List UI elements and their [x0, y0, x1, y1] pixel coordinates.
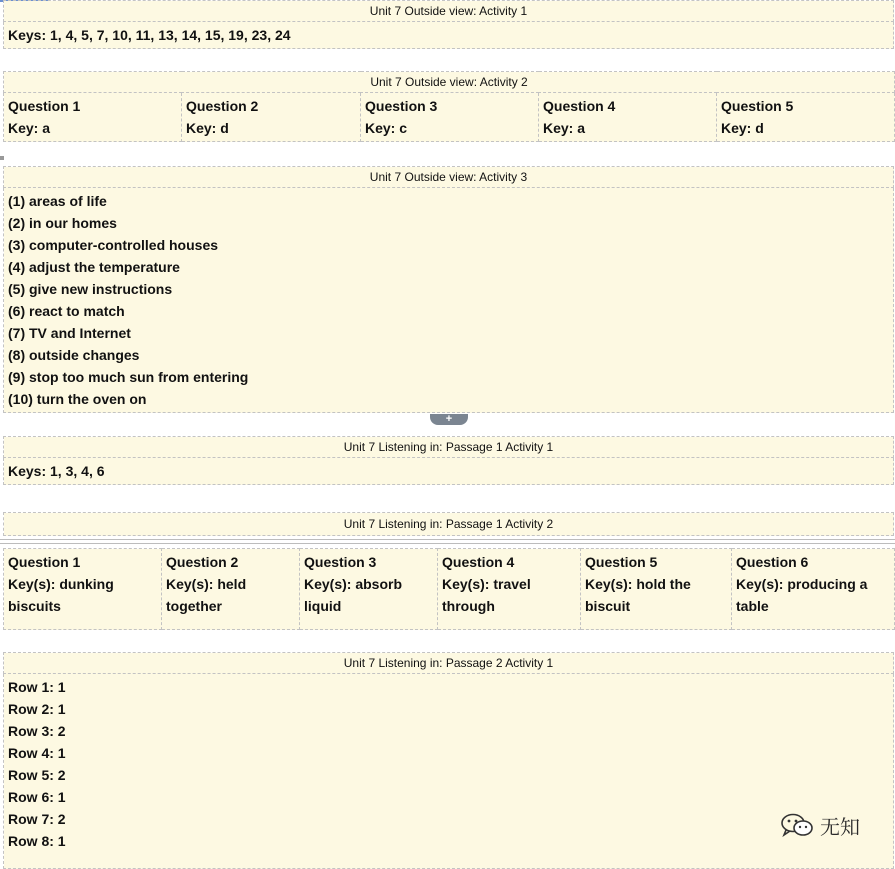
question-label: Question 6: [736, 554, 809, 570]
question-label: Question 4: [442, 554, 515, 570]
answer-line: (10) turn the oven on: [8, 391, 147, 407]
answer-keys: Keys: 1, 3, 4, 6: [4, 458, 894, 485]
answer-line: (2) in our homes: [8, 215, 117, 231]
row-answers: [4, 674, 894, 869]
question-cell: [4, 93, 182, 142]
question-label: Question 4: [543, 98, 616, 114]
answer-keys: Keys: 1, 4, 5, 7, 10, 11, 13, 14, 15, 19, 23, 24: [4, 22, 894, 49]
question-label: Question 5: [721, 98, 794, 114]
answer-line: (6) react to match: [8, 303, 125, 319]
question-cell: [539, 93, 717, 142]
table-listening-passage-1-activity-2: [3, 548, 895, 630]
question-cell: [717, 93, 895, 142]
answer-line: (7) TV and Internet: [8, 325, 131, 341]
answer-line: (8) outside changes: [8, 347, 140, 363]
question-key: Key: a: [8, 120, 51, 136]
table-listening-passage-1-activity-1: [3, 436, 894, 485]
question-label: Question 3: [304, 554, 377, 570]
question-label: Question 1: [8, 98, 81, 114]
table-listening-passage-1-activity-2-title: [3, 512, 894, 536]
question-key: Key(s): hold the biscuit: [585, 576, 691, 614]
question-label: Question 2: [166, 554, 239, 570]
question-cell: [4, 549, 162, 630]
section-title: Unit 7 Listening in: Passage 1 Activity 1: [4, 437, 894, 458]
question-cell: [300, 549, 438, 630]
section-title: Unit 7 Outside view: Activity 2: [4, 72, 895, 93]
row-answer: Row 3: 2: [8, 723, 66, 739]
answer-list: [4, 188, 894, 413]
question-label: Question 1: [8, 554, 81, 570]
question-key: Key(s): dunking biscuits: [8, 576, 114, 614]
section-title: Unit 7 Listening in: Passage 1 Activity 2: [4, 513, 894, 536]
row-answer: Row 5: 2: [8, 767, 66, 783]
watermark: [780, 812, 860, 838]
question-cell: [162, 549, 300, 630]
divider: [0, 543, 895, 544]
question-key: Key: c: [365, 120, 408, 136]
table-outside-view-activity-1: [3, 0, 894, 49]
question-cell: [361, 93, 539, 142]
table-handle-icon[interactable]: [0, 156, 4, 160]
table-listening-passage-2-activity-1: [3, 652, 894, 869]
row-answer: Row 6: 1: [8, 789, 66, 805]
question-cell: [732, 549, 895, 630]
question-cell: [438, 549, 581, 630]
section-title: Unit 7 Outside view: Activity 1: [4, 1, 894, 22]
question-label: Question 3: [365, 98, 438, 114]
row-answer: Row 4: 1: [8, 745, 66, 761]
question-key: Key(s): absorb liquid: [304, 576, 403, 614]
question-cell: [581, 549, 732, 630]
wechat-icon: [780, 813, 814, 837]
answer-line: (3) computer-controlled houses: [8, 237, 219, 253]
row-answer: Row 7: 2: [8, 811, 66, 827]
question-key: Key(s): travel through: [442, 576, 531, 614]
expand-plus-icon[interactable]: +: [430, 414, 468, 425]
answer-line: (9) stop too much sun from entering: [8, 369, 249, 385]
question-label: Question 2: [186, 98, 259, 114]
question-key: Key: a: [543, 120, 586, 136]
question-key: Key: d: [186, 120, 229, 136]
question-label: Question 5: [585, 554, 658, 570]
question-cell: [182, 93, 361, 142]
section-title: Unit 7 Listening in: Passage 2 Activity 1: [4, 653, 894, 674]
question-key: Key(s): producing a table: [736, 576, 868, 614]
watermark-text: 无知: [820, 814, 860, 839]
divider: [0, 539, 895, 540]
question-key: Key(s): held together: [166, 576, 247, 614]
answer-line: (1) areas of life: [8, 193, 107, 209]
answer-line: (4) adjust the temperature: [8, 259, 180, 275]
row-answer: Row 1: 1: [8, 679, 66, 695]
table-outside-view-activity-3: [3, 166, 894, 413]
row-answer: Row 8: 1: [8, 833, 66, 849]
question-key: Key: d: [721, 120, 764, 136]
section-title: Unit 7 Outside view: Activity 3: [4, 167, 894, 188]
row-answer: Row 2: 1: [8, 701, 66, 717]
table-outside-view-activity-2: [3, 71, 895, 142]
answer-line: (5) give new instructions: [8, 281, 173, 297]
